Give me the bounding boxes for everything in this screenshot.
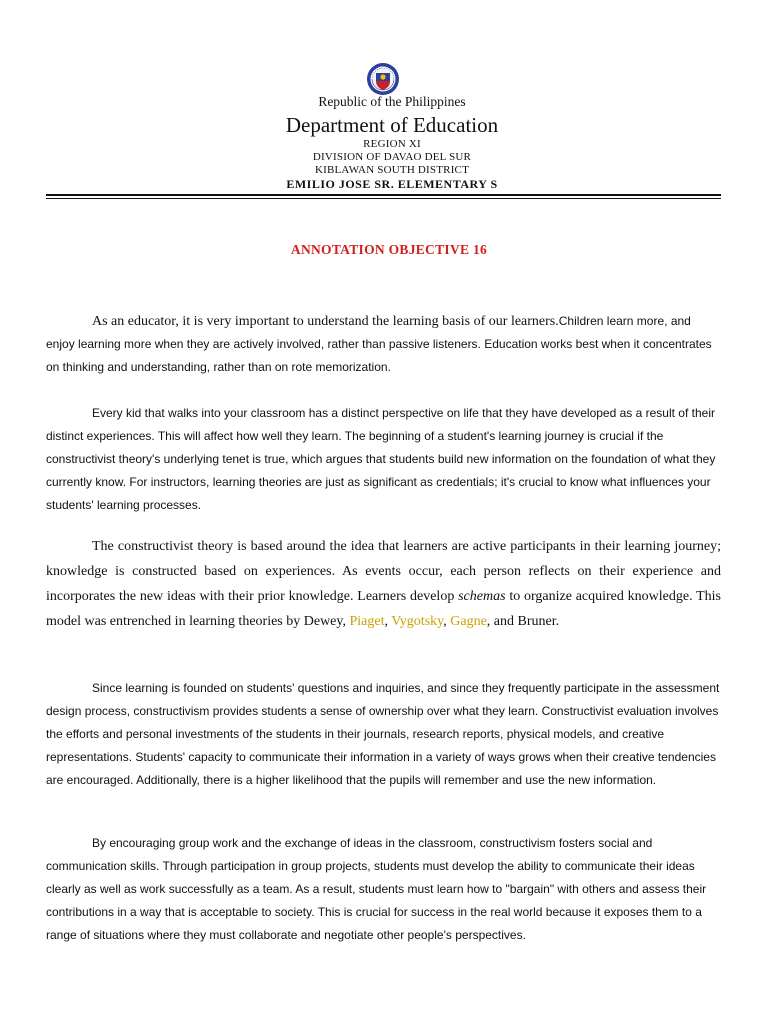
republic-line: Republic of the Philippines <box>318 94 466 109</box>
header-divider-thin <box>46 198 721 199</box>
separator-2: , <box>443 614 451 629</box>
paragraph-3-text-a: The constructivist theory is based around the idea that learners are active participants in their learning journey; knowledge is constructed based on experiences. As events occur, each person reflects on their experience and incorporates the new ideas with their prior knowledge. Learners develop <box>46 539 721 604</box>
paragraph-3-end: , and Bruner. <box>486 614 560 629</box>
paragraph-1 <box>46 310 721 379</box>
paragraph-2 <box>46 402 721 517</box>
district-line: KIBLAWAN SOUTH DISTRICT <box>314 164 470 176</box>
region-line: REGION XI <box>363 138 421 150</box>
paragraph-5-text: By encouraging group work and the exchange of ideas in the classroom, constructivism fosters social and communication skills. Through participation in group projects, students must develop the ability to communicate their ideas clearly as well as work successfully as a team. As a result, students must learn how to "bargain" with others and assess their contributions in a way that is acceptable to society. This is crucial for success in the real world because it exposes them to a range of situations where they must collaborate and negotiate other people's perspectives. <box>46 836 707 942</box>
paragraph-4-text: Since learning is founded on students' questions and inquiries, and since they frequently participate in the assessment design process, constructivism provides students a sense of ownership over what they learn. Constructivist evaluation involves the efforts and personal investments of the students in their journals, research reports, physical models, and creative representations. Students' capacity to communicate their information in a variety of ways grows when their creative tendencies are encouraged. Additionally, there is a higher likelihood that the pupils will remember and use the new information. <box>46 681 720 787</box>
division-line: DIVISION OF DAVAO DEL SUR <box>312 151 472 163</box>
paragraph-2-text: Every kid that walks into your classroom has a distinct perspective on life that they have developed as a result of their distinct experiences. This will affect how well they learn. The beginning of a student's learning journey is crucial if the constructivist theory's underlying tenet is true, which argues that students build new information on the foundation of what they currently know. For instructors, learning theories are just as significant as credentials; it's crucial to know what influences your students' learning processes. <box>46 406 716 512</box>
paragraph-3 <box>46 534 721 634</box>
piaget-link[interactable]: Piaget <box>349 614 385 629</box>
deped-seal-icon <box>366 62 400 96</box>
paragraph-5 <box>46 832 721 947</box>
gagne-link[interactable]: Gagne <box>450 614 487 629</box>
vygotsky-link[interactable]: Vygotsky <box>391 614 444 629</box>
paragraph-1-lead: As an educator, it is very important to understand the learning basis of our learners. <box>92 314 559 329</box>
separator-1: , <box>384 614 392 629</box>
letterhead <box>0 94 768 192</box>
schemas-term: schemas <box>458 589 506 604</box>
paragraph-1-rest: Children learn more, and enjoy learning more when they are actively involved, rather than passive listeners. Education works best when it concentrates on thinking and understanding, rather than on rote memorization. <box>46 314 712 374</box>
annotation-title: ANNOTATION OBJECTIVE 16 <box>290 242 488 257</box>
school-name: EMILIO JOSE SR. ELEMENTARY S <box>286 177 498 191</box>
header-divider <box>46 194 721 196</box>
paragraph-4 <box>46 677 721 792</box>
paragraph-3-text-b: to organize acquired knowledge. This model was entrenched in learning theories by Dewey, <box>46 589 722 629</box>
department-title: Department of Education <box>285 113 499 137</box>
